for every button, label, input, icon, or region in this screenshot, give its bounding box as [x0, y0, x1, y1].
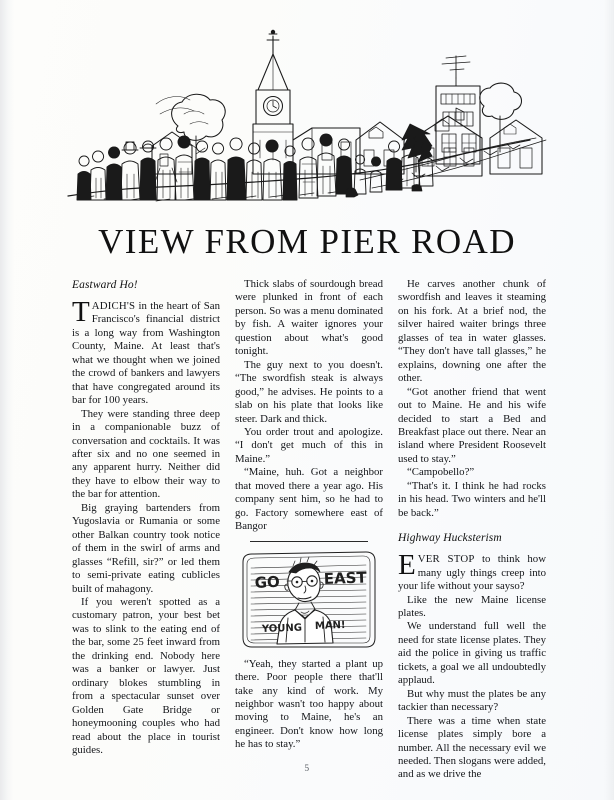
- paragraph: Big graying bartenders from Yugoslavia or Rumania or some other Balkan country took notice of them in the swirl of arms and glasses “Refill, sir?” or led them to semi-private eating cublicles built of mahagony.: [72, 501, 220, 595]
- paragraph: “Got another friend that went out to Maine. He and his wife decided to start a Bed and Breakfast place out there. Near an island where President Roosevelt used to stay.”: [398, 385, 546, 465]
- article-2-heading: Highway Hucksterism: [398, 532, 502, 545]
- article-1-heading: Eastward Ho!: [72, 279, 138, 291]
- svg-text:EAST: EAST: [323, 568, 368, 588]
- go-east-young-man-cartoon: [235, 548, 383, 652]
- page-title: VIEW FROM PIER ROAD: [98, 222, 516, 261]
- paragraph: He carves another chunk of swordfish and leaves it steaming on his fork. At a brief nod, the silver haired waiter brings three glasses of tea in water glasses. “They don't have tall glasses,” he explains, downing one after the other.: [398, 278, 546, 385]
- article-columns: [72, 278, 546, 781]
- svg-text:GO: GO: [254, 572, 281, 592]
- paragraph: Like the new Maine license plates.: [398, 593, 546, 619]
- svg-text:MAN!: MAN!: [314, 619, 346, 632]
- paragraph-text: in the heart of San Francisco's financial district is a long way from Washington County, Maine. At least that's what we thought when we joined the crowd of bankers and lawyers that have congregated around its bar for 100 years.: [72, 300, 220, 407]
- paragraph: [398, 549, 546, 593]
- column-1: [72, 278, 220, 766]
- paragraph: You order trout and apologize. “I don't get much of this in Maine.”: [235, 425, 383, 465]
- paragraph: The guy next to you doesn't. “The swordfish steak is always good,” he advises. He points to a slab on his plate that looks like steer. Dark and thick.: [235, 358, 383, 425]
- paragraph: We understand full well the need for state license plates. They aid the police in giving us traffic tickets, a goal we all undoubtedly applaud.: [398, 620, 546, 687]
- drop-cap-letter: T: [72, 296, 90, 328]
- small-caps-lead: ADICH'S: [91, 300, 136, 312]
- paragraph: Thick slabs of sourdough bread were plunked in front of each person. So was a menu dominated by fish. A waiter ignores your question about what's good tonight.: [235, 278, 383, 358]
- paragraph: “Campobello?”: [407, 466, 475, 479]
- paragraph: But why must the plates be any tackier than necessary?: [398, 687, 546, 714]
- coastal-village-crowd-illustration: [60, 28, 560, 213]
- column-3: [398, 278, 546, 781]
- paragraph: There was a time when state license plates simply bore a number. All the necessary evil we needed. Then slogans were added, and as we drive the: [398, 714, 546, 781]
- paragraph: [72, 296, 220, 408]
- divider-rule: [250, 541, 368, 542]
- paragraph-text: to think how many ugly things creep into your life without your sayso?: [398, 553, 546, 593]
- paragraph: “Maine, huh. Got a neighbor that moved there a year ago. His company sent him, so he had to go. Factory somewhere east of Bangor: [235, 466, 383, 533]
- paragraph: “That's it. I think he had rocks in his head. Two winters and he'll be back.”: [398, 479, 546, 519]
- paragraph: If you weren't spotted as a customary patron, your best bet was to slink to the eating end of the bar, some 25 feet inward from the drinking end. Nobody here was a banker or lawyer. Just ordinary blokes stumbling in from a spectacular sunset over Golden Gate Bridge or honeymooning couples who had read about the place in tourist guides.: [72, 595, 220, 756]
- drop-cap-letter: E: [398, 549, 416, 582]
- small-caps-lead: VER STOP: [417, 553, 475, 566]
- svg-text:YOUNG: YOUNG: [261, 622, 303, 635]
- paragraph: “Yeah, they started a plant up there. Poor people there that'll take any kind of work. My neighbor wasn't too happy about moving to Maine, he's an engineer. Don't know how long he has to stay.”: [235, 657, 383, 751]
- paragraph: They were standing three deep in a companionable buzz of conversation and cocktails. It was after six and no one seemed in any apparent hurry. Neither did they have to elbow their way to the bar for attention.: [72, 407, 220, 501]
- page-number: 5: [304, 764, 310, 774]
- column-2: [235, 278, 383, 766]
